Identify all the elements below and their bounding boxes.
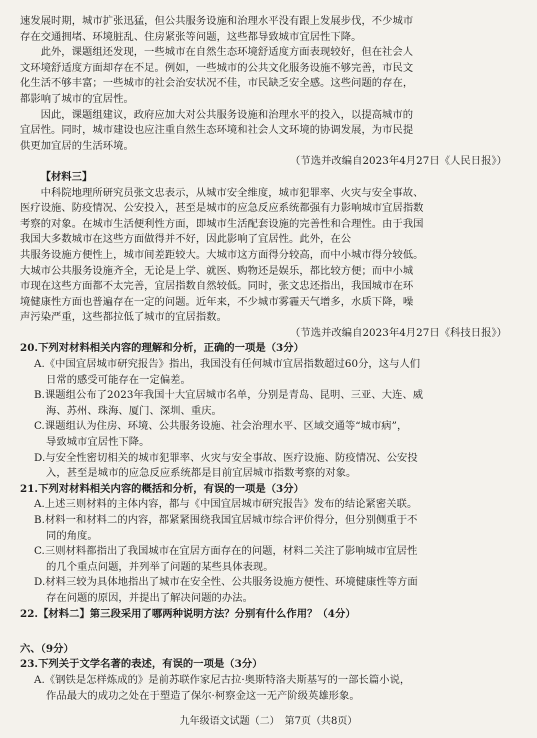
option-line: D.与安全性密切相关的城市犯罪率、火灾与安全事故、医疗设施、防疫情况、公安投 bbox=[34, 451, 418, 464]
question-line: 六、（9分） bbox=[20, 642, 74, 655]
text-line: 我国大多数城市在这些方面做得并不好，因此影响了宜居性。此外，在公 bbox=[20, 233, 352, 246]
text-line: 大城市公共服务设施齐全，无论是上学、就医、购物还是娱乐，都比较方便；而中小城 bbox=[20, 264, 414, 277]
text-line: （节选并改编自2023年4月27日《科技日报》） bbox=[290, 326, 507, 339]
page-footer: 九年级语文试题（二） 第7页（共8页） bbox=[179, 716, 358, 727]
text-line: 存在交通拥堵、环境脏乱、住房紧张等问题，这些都导致城市宜居性下降。 bbox=[20, 30, 362, 43]
text-line: 市现在这些方面都不太完善，宜居指数自然较低。同时，张文忠还指出，我国城市在环 bbox=[20, 280, 414, 293]
text-line: 文环境舒适度方面却存在不足。例如，一些城市的公共文化服务设施不够完善，市民文 bbox=[20, 61, 414, 74]
question-line: 23.下列关于文学名著的表述，有误的一项是（3分） bbox=[20, 658, 263, 671]
text-body bbox=[20, 14, 517, 704]
option-line: 导致城市宜居性下降。 bbox=[46, 436, 150, 449]
option-line: B.课题组公布了2023年我国十大宜居城市名单，分别是青岛、昆明、三亚、大连、威 bbox=[34, 389, 424, 402]
option-line: 日常的感受可能存在一定偏差。 bbox=[46, 373, 191, 386]
option-line: 存在问题的原因，并提出了解决问题的办法。 bbox=[46, 591, 253, 604]
text-line: 声污染严重，这些都拉低了城市的宜居指数。 bbox=[20, 311, 227, 324]
question-line: 21.下列对材料相关内容的概括和分析，有误的一项是（3分） bbox=[20, 482, 304, 495]
text-line: 中科院地理所研究员张文忠表示，从城市安全维度，城市犯罪率、火灾与安全事故、 bbox=[40, 186, 424, 199]
option-line: A.《中国宜居城市研究报告》指出，我国没有任何城市宜居指数超过60分，这与人们 bbox=[34, 358, 421, 371]
text-line: 此外，课题组还发现，一些城市在自然生态环境舒适度方面表现较好，但在社会人 bbox=[40, 46, 414, 59]
option-line: A.上述三则材料的主体内容，都与《中国宜居城市研究报告》发布的结论紧密关联。 bbox=[34, 498, 418, 511]
option-line: A.《钢铁是怎样炼成的》是前苏联作家尼古拉·奥斯特洛夫斯基写的一部长篇小说， bbox=[34, 673, 411, 686]
text-line: 因此，课题组建议，政府应加大对公共服务设施和治理水平的投入，以提高城市的 bbox=[40, 108, 414, 121]
option-line: B.材料一和材料二的内容，都紧紧围绕我国宜居城市综合评价得分，但分别侧重于不 bbox=[34, 514, 418, 526]
option-line: 的几个重点问题，并列举了问题的某些具体表现。 bbox=[46, 560, 274, 573]
text-line: 共服务设施方便性上，城市间差距较大。大城市这方面得分较高，而中小城市得分较低。 bbox=[20, 248, 424, 261]
text-line: （节选并改编自2023年4月27日《人民日报》） bbox=[290, 155, 507, 168]
text-line: 化生活不够丰富；一些城市的社会治安状况不佳，市民缺乏安全感。这些问题的存在， bbox=[20, 77, 414, 90]
text-line: 都影响了城市的宜居性。 bbox=[20, 92, 134, 105]
option-line: D.材料三较为具体地指出了城市在安全性、公共服务设施方便性、环境健康性等方面 bbox=[34, 576, 418, 589]
text-line: 医疗设施、防疫情况、公安投入，甚至是城市的应急反应系统都强有力影响城市宜居指数 bbox=[20, 202, 424, 215]
question-line: 22.【材料二】第三段采用了哪两种说明方法？分别有什么作用？（4分） bbox=[20, 607, 356, 620]
option-line: 同的角度。 bbox=[46, 529, 98, 542]
option-line: C.三则材料都指出了我国城市在宜居方面存在的问题，材料二关注了影响城市宜居性 bbox=[34, 545, 418, 558]
option-line: C.课题组认为住房、环境、公共服务设施、社会治理水平、区域交通等“城市病”， bbox=[34, 420, 408, 433]
question-line: 20.下列对材料相关内容的理解和分析，正确的一项是（3分） bbox=[20, 342, 304, 355]
blank-line bbox=[20, 622, 517, 642]
text-line: 考察的对象。在城市生活便利性方面，即城市生活配套设施的完善性和合理性。由于我国 bbox=[20, 217, 424, 230]
text-line: 供更加宜居的生活环境。 bbox=[20, 139, 134, 152]
option-line: 入，甚至是城市的应急反应系统都是目前宜居城市指数考察的对象。 bbox=[46, 467, 357, 480]
text-line: 速发展时期，城市扩张迅猛，但公共服务设施和治理水平没有跟上发展步伐，不少城市 bbox=[20, 15, 414, 27]
text-line: 宜居性。同时，城市建设也应注重自然生态环境和社会人文环境的协调发展，为市民提 bbox=[20, 124, 414, 137]
option-line: 海、苏州、珠海、厦门、深圳、重庆。 bbox=[46, 404, 222, 417]
option-line: 作品最大的成功之处在于塑造了保尔·柯察金这一无产阶级英雄形象。 bbox=[46, 689, 360, 702]
text-line: 【材料三】 bbox=[40, 170, 93, 183]
text-line: 境健康性方面也普遍存在一定的问题。近年来，不少城市雾霾天气增多，水质下降，噪 bbox=[20, 295, 414, 308]
